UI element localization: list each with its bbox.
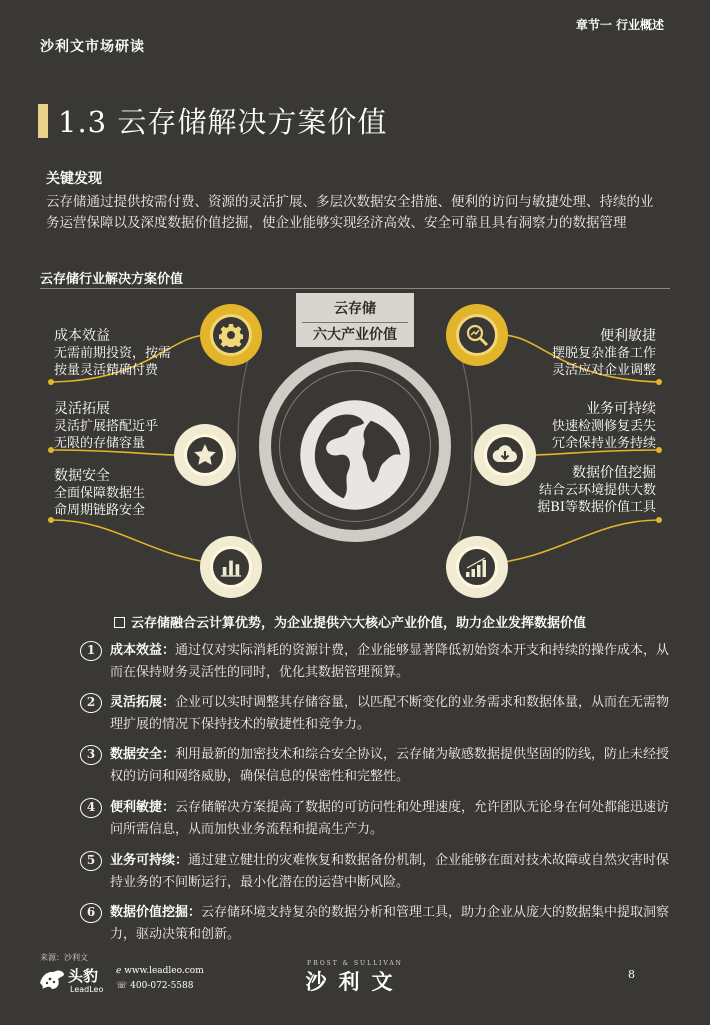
page-title: 1.3 云存储解决方案价值 [58, 105, 388, 139]
node-cost [200, 304, 262, 366]
brand-name: 沙利文市场研读 [40, 39, 145, 55]
item-label: 便利敏捷： [110, 800, 176, 815]
node-flex [174, 424, 236, 486]
node-value-mining [446, 536, 508, 598]
connector-dot [48, 379, 54, 385]
label-agility [552, 328, 656, 379]
leadleo-name: 头豹 [68, 967, 99, 985]
item-label: 成本效益： [110, 643, 176, 658]
item-label: 业务可持续： [110, 853, 189, 868]
item-body: 云存储解决方案提高了数据的可访问性和处理速度，允许团队无论身在何处都能迅速访问所需信息，从而加快业务流程和提高生产力。 [110, 800, 670, 837]
label-agility-line1: 摆脱复杂准备工作 [551, 346, 656, 361]
gear-icon [219, 323, 243, 347]
phone-icon: ☏ [116, 981, 131, 991]
item-number: 3 [80, 745, 102, 765]
title-accent-bar [38, 104, 48, 138]
website-link[interactable] [116, 966, 204, 976]
website-text: www.leadleo.com [124, 966, 204, 976]
label-cost-title: 成本效益 [54, 328, 110, 344]
node-agility [446, 304, 508, 366]
label-agility-line2: 灵活应对企业调整 [551, 363, 656, 378]
list-item [80, 797, 674, 841]
item-text [110, 902, 674, 946]
star-icon [192, 442, 218, 468]
source-note: 来源：沙利文 [40, 953, 88, 962]
connector-dot [656, 517, 662, 523]
label-cost [54, 328, 171, 379]
phone-number [116, 981, 193, 991]
label-value-mining [537, 465, 656, 516]
item-label: 数据安全： [110, 747, 176, 762]
item-text [110, 640, 674, 684]
label-value-mining-title: 数据价值挖掘 [572, 465, 656, 481]
magnifier-icon [465, 323, 489, 347]
label-flex-line2: 无限的存储容量 [54, 436, 146, 451]
label-security-line2: 命周期链路安全 [54, 503, 146, 518]
bar-chart-icon [220, 556, 242, 578]
page-number: 8 [628, 968, 635, 981]
list-item [80, 902, 674, 946]
label-continuity [552, 401, 656, 452]
center-label [296, 293, 414, 347]
connector-dot [656, 379, 662, 385]
item-label: 数据价值挖掘： [110, 905, 202, 920]
shaliwen-logo: 沙利文 [305, 970, 405, 994]
label-security-title: 数据安全 [54, 468, 110, 484]
label-agility-title: 便利敏捷 [600, 328, 656, 344]
item-text [110, 850, 674, 894]
label-continuity-line2: 冗余保持业务持续 [551, 436, 656, 451]
cloud-download-icon [492, 443, 518, 467]
globe-icon [298, 398, 412, 512]
center-label-line1: 云存储 [334, 301, 376, 317]
key-findings-heading: 关键发现 [46, 171, 102, 187]
leadleo-subname: LeadLeo [70, 985, 104, 994]
label-cost-line1: 无需前期投资，按需 [54, 346, 172, 361]
label-continuity-line1: 快速检测修复丢失 [551, 419, 656, 434]
key-findings-body: 云存储通过提供按需付费、资源的灵活扩展、多层次数据安全措施、便利的访问与敏捷处理、持续的业务运营保障以及深度数据价值挖掘，使企业能够实现经济高效、安全可靠且具有洞察力的数据管理 [46, 194, 654, 231]
item-label: 灵活拓展： [110, 695, 176, 710]
label-flex-line1: 灵活扩展搭配近乎 [54, 419, 159, 434]
item-number: 6 [80, 903, 102, 923]
node-continuity [474, 424, 536, 486]
leopard-logo-icon [38, 965, 66, 993]
item-number: 5 [80, 851, 102, 871]
label-flex-title: 灵活拓展 [54, 401, 110, 417]
item-body: 利用最新的加密技术和综合安全协议，云存储为敏感数据提供坚固的防线，防止未经授权的访问和网络威胁，确保信息的保密性和完整性。 [110, 747, 670, 784]
item-number: 2 [80, 693, 102, 713]
item-body: 云存储环境支持复杂的数据分析和管理工具，助力企业从庞大的数据集中提取洞察力，驱动决策和创新。 [110, 905, 670, 942]
item-text [110, 744, 674, 788]
section-divider [40, 288, 670, 289]
label-flex [54, 401, 158, 452]
item-body: 通过仅对实际消耗的资源计费，企业能够显著降低初始资本开支和持续的操作成本，从而在保持财务灵活性的同时，优化其数据管理预算。 [110, 643, 670, 680]
item-text [110, 797, 674, 841]
center-label-line2: 六大产业价值 [302, 322, 408, 345]
phone-text: 400-072-5588 [130, 981, 194, 991]
list-item [80, 744, 674, 788]
item-number: 4 [80, 798, 102, 818]
label-value-mining-line2: 据BI等数据价值工具 [537, 500, 656, 515]
web-icon: ℯ [116, 966, 125, 976]
diagram-section-title: 云存储行业解决方案价值 [40, 272, 184, 287]
bullets-heading [114, 612, 586, 631]
signal-bars-icon [465, 556, 489, 578]
list-item [80, 640, 674, 684]
label-value-mining-line1: 结合云环境提供大数 [538, 483, 656, 498]
list-item [80, 692, 674, 736]
label-security [54, 468, 145, 519]
label-cost-line2: 按量灵活精确付费 [54, 363, 159, 378]
bullets-heading-text: 云存储融合云计算优势，为企业提供六大核心产业价值，助力企业发挥数据价值 [131, 616, 587, 631]
item-number: 1 [80, 641, 102, 661]
connector-dot [656, 447, 662, 453]
item-body: 企业可以实时调整其存储容量，以匹配不断变化的业务需求和数据体量，从而在无需物理扩展的情况下保持技术的敏捷性和竞争力。 [110, 695, 670, 732]
checkbox-square-icon [114, 617, 125, 628]
list-item [80, 850, 674, 894]
chapter-label: 章节一 行业概述 [575, 18, 664, 32]
node-security [200, 536, 262, 598]
item-text [110, 692, 674, 736]
label-security-line1: 全面保障数据生 [54, 486, 146, 501]
label-continuity-title: 业务可持续 [586, 401, 656, 417]
frost-sullivan-wordmark: FROST & SULLIVAN [307, 960, 403, 967]
item-body: 通过建立健壮的灾难恢复和数据备份机制，企业能够在面对技术故障或自然灾害时保持业务的不间断运行，最小化潜在的运营中断风险。 [110, 853, 670, 890]
